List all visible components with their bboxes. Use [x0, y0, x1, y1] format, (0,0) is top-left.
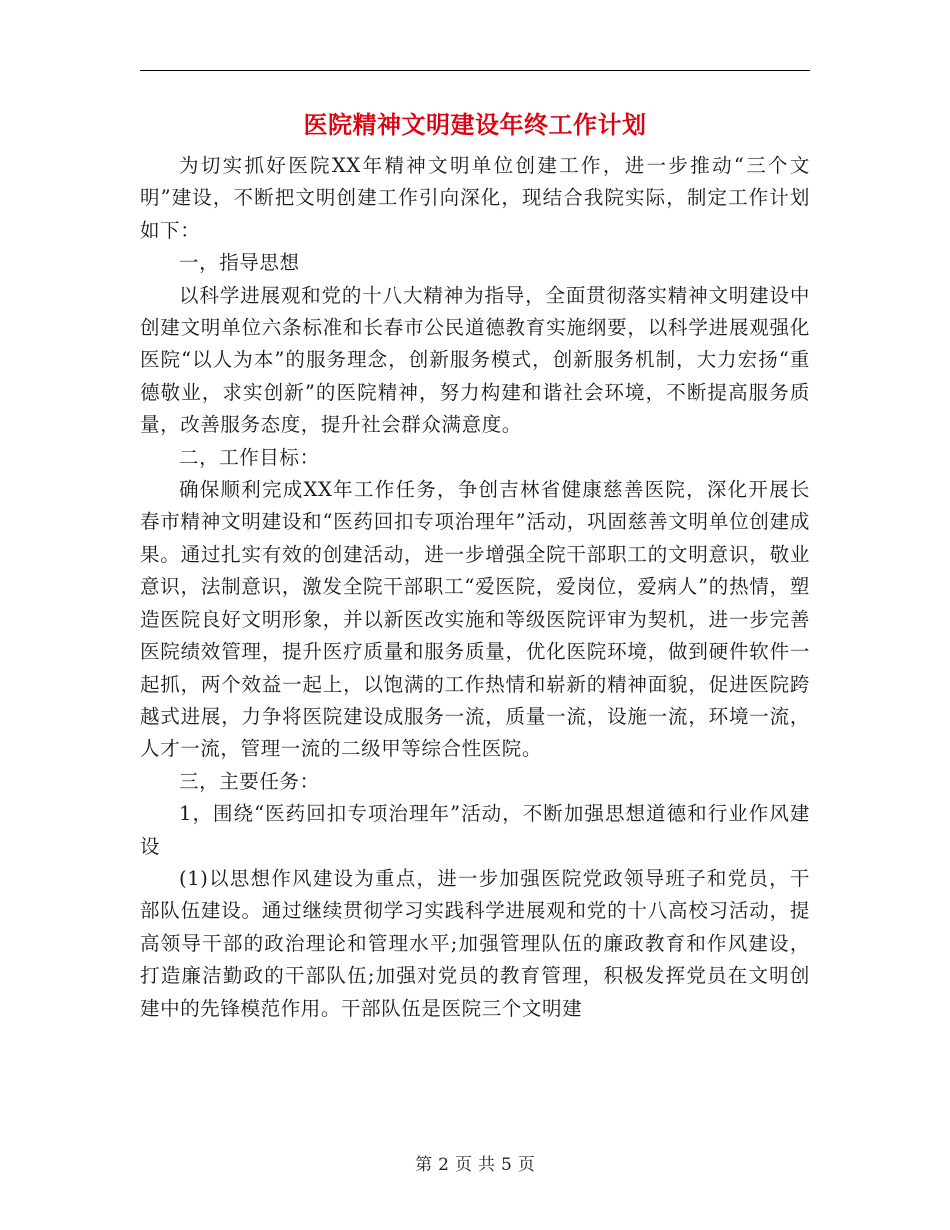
heading-main-tasks: 三，主要任务： [179, 769, 320, 793]
footer-total-unit: 页 [517, 1155, 535, 1175]
paragraph-task-1: 1，围绕“医药回扣专项治理年”活动，不断加强思想道德和行业作风建设 [140, 802, 810, 858]
document-body [140, 150, 810, 1025]
footer-total-prefix: 共 [478, 1155, 495, 1175]
heading-work-goals: 二，工作目标： [179, 445, 320, 469]
paragraph-intro: 为切实抓好医院XX年精神文明单位创建工作，进一步推动“三个文明”建设，不断把文明创建工作引向深化，现结合我院实际，制定工作计划如下： [140, 154, 810, 242]
document-title: 医院精神文明建设年终工作计划 [303, 111, 647, 139]
footer-page-unit: 页 [455, 1155, 472, 1175]
paragraph-guiding-ideology: 以科学进展观和党的十八大精神为指导，全面贯彻落实精神文明建设中创建文明单位六条标准和长春市公民道德教育实施纲要，以科学进展观强化医院“以人为本”的服务理念，创新服务模式，创新服务机制，大力宏扬“重德敬业，求实创新”的医院精神，努力构建和谐社会环境，不断提高服务质量，改善服务态度，提升社会群众满意度。 [140, 283, 810, 437]
paragraph-work-goals: 确保顺利完成XX年工作任务，争创吉林省健康慈善医院，深化开展长春市精神文明建设和“医药回扣专项治理年”活动，巩固慈善文明单位创建成果。通过扎实有效的创建活动，进一步增强全院干部职工的文明意识，敬业意识，法制意识，激发全院干部职工“爱医院，爱岗位，爱病人”的热情，塑造医院良好文明形象，并以新医改实施和等级医院评审为契机，进一步完善医院绩效管理，提升医疗质量和服务质量，优化医院环境，做到硬件软件一起抓，两个效益一起上，以饱满的工作热情和崭新的精神面貌，促进医院跨越式进展，力争将医院建设成服务一流，质量一流，设施一流，环境一流，人才一流，管理一流的二级甲等综合性医院。 [140, 478, 810, 761]
footer-total-pages: 5 [501, 1155, 512, 1175]
footer-prefix: 第 [415, 1155, 433, 1175]
heading-guiding-ideology: 一，指导思想 [179, 251, 300, 275]
header-rule [140, 70, 810, 71]
page-footer [0, 1153, 950, 1177]
footer-page-number: 2 [438, 1155, 449, 1175]
paragraph-task-1-1: (1)以思想作风建设为重点，进一步加强医院党政领导班子和党员，干部队伍建设。通过继续贯彻学习实践科学进展观和党的十八高校习活动，提高领导干部的政治理论和管理水平;加强管理队伍的廉政教育和作风建设，打造廉洁勤政的干部队伍;加强对党员的教育管理，积极发挥党员在文明创建中的先锋模范作用。干部队伍是医院三个文明建 [140, 866, 810, 1020]
